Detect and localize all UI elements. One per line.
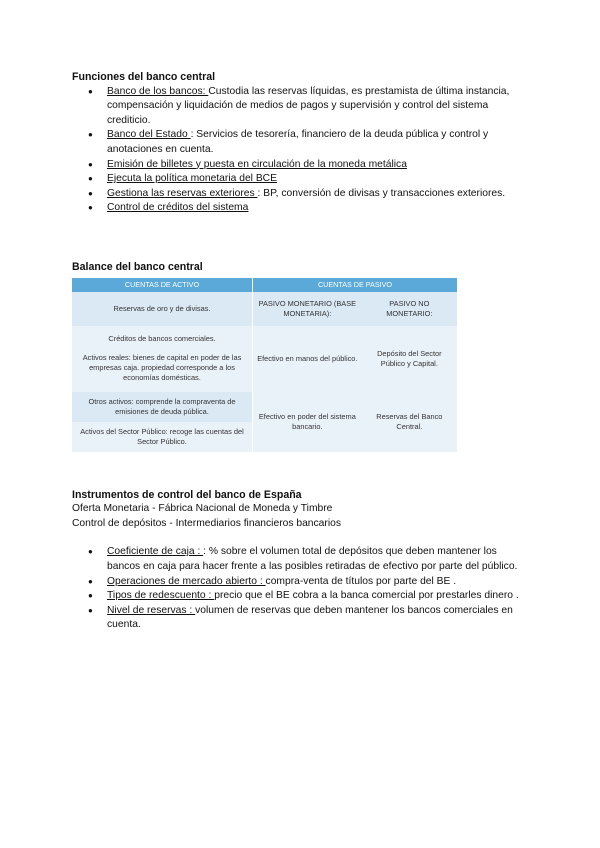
item-text: Custodia las reservas líquidas, es prestamista de última instancia, compensación y liquidación de medios de pagos y supervisión y control del sistema crediticio. bbox=[107, 85, 510, 126]
activo-otros: Otros activos: comprende la compraventa de emisiones de deuda pública. bbox=[72, 392, 253, 422]
item-term: Ejecuta la política monetaria del BCE bbox=[107, 173, 277, 185]
activo-reales-text: Activos reales: bienes de capital en poder de las empresas caja. propiedad corresponde a los economías domésticas. bbox=[82, 353, 242, 383]
item-text: precio que el BE cobra a la banca comercial por prestarles dinero . bbox=[214, 590, 519, 602]
item-term: Emisión de billetes y puesta en circulación de la moneda metálica bbox=[107, 158, 407, 170]
balance-title: Balance del banco central bbox=[72, 260, 203, 273]
item-term: Operaciones de mercado abierto : bbox=[107, 575, 266, 587]
pasivo-reservas-banco: Reservas del Banco Central. bbox=[362, 392, 457, 452]
balance-section bbox=[72, 260, 532, 452]
item-term: Gestiona las reservas exteriores bbox=[107, 187, 258, 199]
item-text: : BP, conversión de divisas y transacciones exteriores. bbox=[257, 187, 506, 199]
funciones-title: Funciones del banco central bbox=[72, 71, 216, 83]
instrumentos-list bbox=[72, 545, 532, 633]
list-item bbox=[107, 575, 532, 590]
item-text: : Servicios de tesorería, financiero de la deuda pública y control y anotaciones en cuenta. bbox=[107, 129, 489, 155]
activo-reservas: Reservas de oro y de divisas. bbox=[72, 292, 253, 326]
list-item bbox=[107, 85, 532, 129]
list-item bbox=[107, 545, 532, 574]
list-item bbox=[107, 201, 532, 216]
balance-table bbox=[72, 278, 457, 452]
funciones-section bbox=[72, 70, 532, 216]
item-term: Coeficiente de caja : bbox=[107, 546, 204, 558]
list-item bbox=[107, 128, 532, 157]
list-item bbox=[107, 187, 532, 202]
list-item bbox=[107, 172, 532, 187]
item-text: compra-venta de títulos por parte del BE . bbox=[265, 575, 457, 587]
sub-no-monetario: PASIVO NO MONETARIO: bbox=[362, 292, 457, 326]
instrumentos-line-2: Control de depósitos - Intermediarios financieros bancarios bbox=[72, 517, 342, 529]
list-item bbox=[107, 158, 532, 173]
funciones-list bbox=[72, 85, 532, 216]
pasivo-deposito-sector: Depósito del Sector Público y Capital. bbox=[362, 326, 457, 392]
instrumentos-title: Instrumentos de control del banco de España bbox=[72, 488, 302, 501]
list-item bbox=[107, 604, 532, 633]
instrumentos-line-1: Oferta Monetaria - Fábrica Nacional de Moneda y Timbre bbox=[72, 503, 333, 515]
pasivo-efectivo-bancario: Efectivo en poder del sistema bancario. bbox=[253, 392, 362, 452]
sub-monetario: PASIVO MONETARIO (BASE MONETARIA): bbox=[253, 292, 362, 326]
head-activo: CUENTAS DE ACTIVO bbox=[72, 278, 253, 292]
item-term: Tipos de redescuento : bbox=[107, 590, 215, 602]
item-term: Banco de los bancos: bbox=[107, 85, 209, 97]
item-text: volumen de reservas que deben mantener los bancos comerciales en cuenta. bbox=[107, 604, 513, 631]
activo-sector-publico: Activos del Sector Público: recoge las cuentas del Sector Público. bbox=[72, 422, 253, 452]
head-pasivo: CUENTAS DE PASIVO bbox=[253, 278, 458, 292]
activo-creditos bbox=[72, 326, 253, 392]
item-text: : % sobre el volumen total de depósitos que deben mantener los bancos en caja para hacer frente a las posibles retiradas de efectivo por parte del público. bbox=[107, 546, 518, 572]
item-term: Banco del Estado bbox=[107, 129, 191, 141]
activo-creditos-text: Créditos de bancos comerciales. bbox=[108, 334, 216, 344]
list-item bbox=[107, 589, 532, 604]
item-term: Nivel de reservas : bbox=[107, 604, 196, 616]
document-page bbox=[72, 70, 532, 633]
instrumentos-section bbox=[72, 488, 532, 633]
pasivo-efectivo-publico: Efectivo en manos del público. bbox=[253, 326, 362, 392]
item-term: Control de créditos del sistema bbox=[107, 202, 249, 214]
